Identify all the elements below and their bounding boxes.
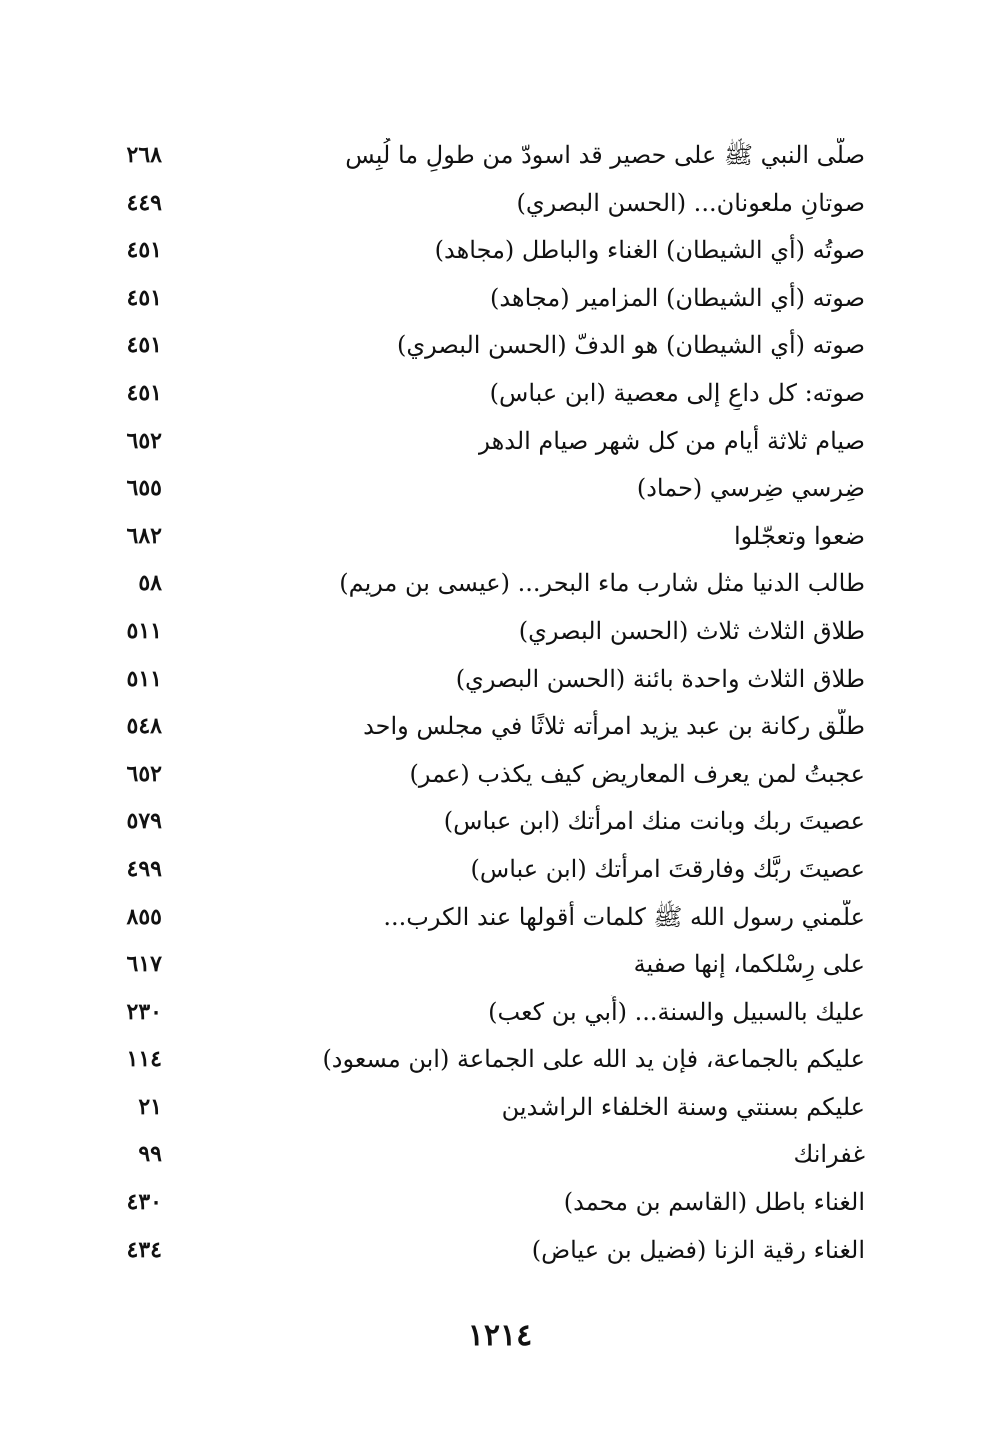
index-entry bbox=[100, 846, 865, 894]
entry-text: صوتانِ ملعونان... (الحسن البصري) bbox=[516, 188, 865, 217]
entry-text: طالب الدنيا مثل شارب ماء البحر... (عيسى بن مريم) bbox=[339, 569, 865, 598]
index-list bbox=[100, 132, 865, 1274]
entry-page-number: ٥٤٨ bbox=[126, 713, 162, 740]
entry-text: صوته (أي الشيطان) هو الدفّ (الحسن البصري) bbox=[397, 331, 865, 360]
entry-text: صلّى النبي ﷺ على حصير قد اسودّ من طولِ ما لُبِس bbox=[345, 141, 865, 169]
entry-page-number: ٤٥١ bbox=[126, 237, 162, 264]
entry-text: ضعوا وتعجّلوا bbox=[733, 521, 865, 550]
entry-page-number: ٥٧٩ bbox=[126, 808, 162, 835]
entry-text: طلاق الثلاث واحدة بائنة (الحسن البصري) bbox=[455, 664, 865, 693]
entry-text: الغناء باطل (القاسم بن محمد) bbox=[563, 1188, 865, 1217]
entry-text: الغناء رقية الزنا (فضيل بن عياض) bbox=[531, 1235, 865, 1264]
entry-page-number: ٤٥١ bbox=[126, 332, 162, 359]
entry-text: عليكم بالجماعة، فإن يد الله على الجماعة (ابن مسعود) bbox=[322, 1045, 865, 1074]
entry-text: عجبتُ لمن يعرف المعاريض كيف يكذب (عمر) bbox=[409, 759, 865, 788]
entry-page-number: ١١٤ bbox=[126, 1046, 162, 1073]
index-entry bbox=[100, 560, 865, 608]
index-entry bbox=[100, 275, 865, 323]
index-entry bbox=[100, 1036, 865, 1084]
entry-page-number: ٤٣٠ bbox=[126, 1189, 162, 1216]
index-entry bbox=[100, 227, 865, 275]
entry-text: صيام ثلاثة أيام من كل شهر صيام الدهر bbox=[478, 426, 865, 455]
index-entry bbox=[100, 751, 865, 799]
index-entry bbox=[100, 941, 865, 989]
entry-page-number: ٥١١ bbox=[126, 617, 162, 644]
entry-page-number: ٦٥٢ bbox=[126, 427, 162, 454]
index-entry bbox=[100, 1227, 865, 1275]
index-entry bbox=[100, 465, 865, 513]
index-entry bbox=[100, 989, 865, 1037]
entry-page-number: ٤٣٤ bbox=[126, 1236, 162, 1263]
entry-page-number: ٨٥٥ bbox=[126, 903, 162, 930]
entry-text: عليك بالسبيل والسنة... (أُبي بن كعب) bbox=[488, 997, 865, 1026]
index-entry bbox=[100, 418, 865, 466]
entry-text: عصيتَ ربك وبانت منك امرأتك (ابن عباس) bbox=[443, 807, 865, 836]
entry-page-number: ٤٥١ bbox=[126, 284, 162, 311]
index-entry bbox=[100, 1179, 865, 1227]
entry-text: على رِسْلكما، إنها صفية bbox=[633, 950, 865, 979]
entry-page-number: ٤٩٩ bbox=[126, 855, 162, 882]
entry-text: صوتُه (أي الشيطان) الغناء والباطل (مجاهد) bbox=[434, 236, 865, 265]
index-entry bbox=[100, 513, 865, 561]
entry-text: طلّق ركانة بن عبد يزيد امرأته ثلاثًا في مجلس واحد bbox=[363, 712, 865, 741]
index-entry bbox=[100, 370, 865, 418]
entry-page-number: ٤٥١ bbox=[126, 379, 162, 406]
index-entry bbox=[100, 894, 865, 942]
index-entry bbox=[100, 322, 865, 370]
entry-page-number: ٦١٧ bbox=[126, 951, 162, 978]
index-entry bbox=[100, 656, 865, 704]
entry-page-number: ٦٨٢ bbox=[126, 522, 162, 549]
entry-text: ضِرسي ضِرسي (حماد) bbox=[636, 474, 865, 503]
entry-page-number: ٢٣٠ bbox=[126, 998, 162, 1025]
index-entry bbox=[100, 1131, 865, 1179]
entry-text: عصيتَ ربَّك وفارقتَ امرأتك (ابن عباس) bbox=[470, 854, 865, 883]
entry-text: صوته: كل داعٍ إلى معصية (ابن عباس) bbox=[489, 378, 865, 407]
entry-page-number: ٥١١ bbox=[126, 665, 162, 692]
index-entry bbox=[100, 703, 865, 751]
entry-page-number: ٥٨ bbox=[138, 570, 162, 597]
entry-page-number: ٢٦٨ bbox=[126, 142, 162, 168]
index-entry bbox=[100, 1084, 865, 1132]
entry-text: طلاق الثلاث ثلاث (الحسن البصري) bbox=[518, 616, 865, 645]
entry-page-number: ٢١ bbox=[138, 1093, 162, 1120]
index-entry bbox=[100, 608, 865, 656]
entry-page-number: ٦٥٢ bbox=[126, 760, 162, 787]
index-entry bbox=[100, 180, 865, 228]
entry-text: غفرانك bbox=[793, 1140, 865, 1169]
entry-text: صوته (أي الشيطان) المزامير (مجاهد) bbox=[489, 283, 865, 312]
entry-page-number: ٤٤٩ bbox=[126, 189, 162, 216]
entry-text: علّمني رسول الله ﷺ كلمات أقولها عند الكرب... bbox=[383, 902, 865, 931]
entry-text: عليكم بسنتي وسنة الخلفاء الراشدين bbox=[501, 1092, 865, 1121]
entry-page-number: ٩٩ bbox=[138, 1141, 162, 1168]
entry-page-number: ٦٥٥ bbox=[126, 475, 162, 502]
page-number: ١٢١٤ bbox=[467, 1318, 533, 1353]
index-entry bbox=[100, 798, 865, 846]
index-entry bbox=[100, 132, 865, 180]
